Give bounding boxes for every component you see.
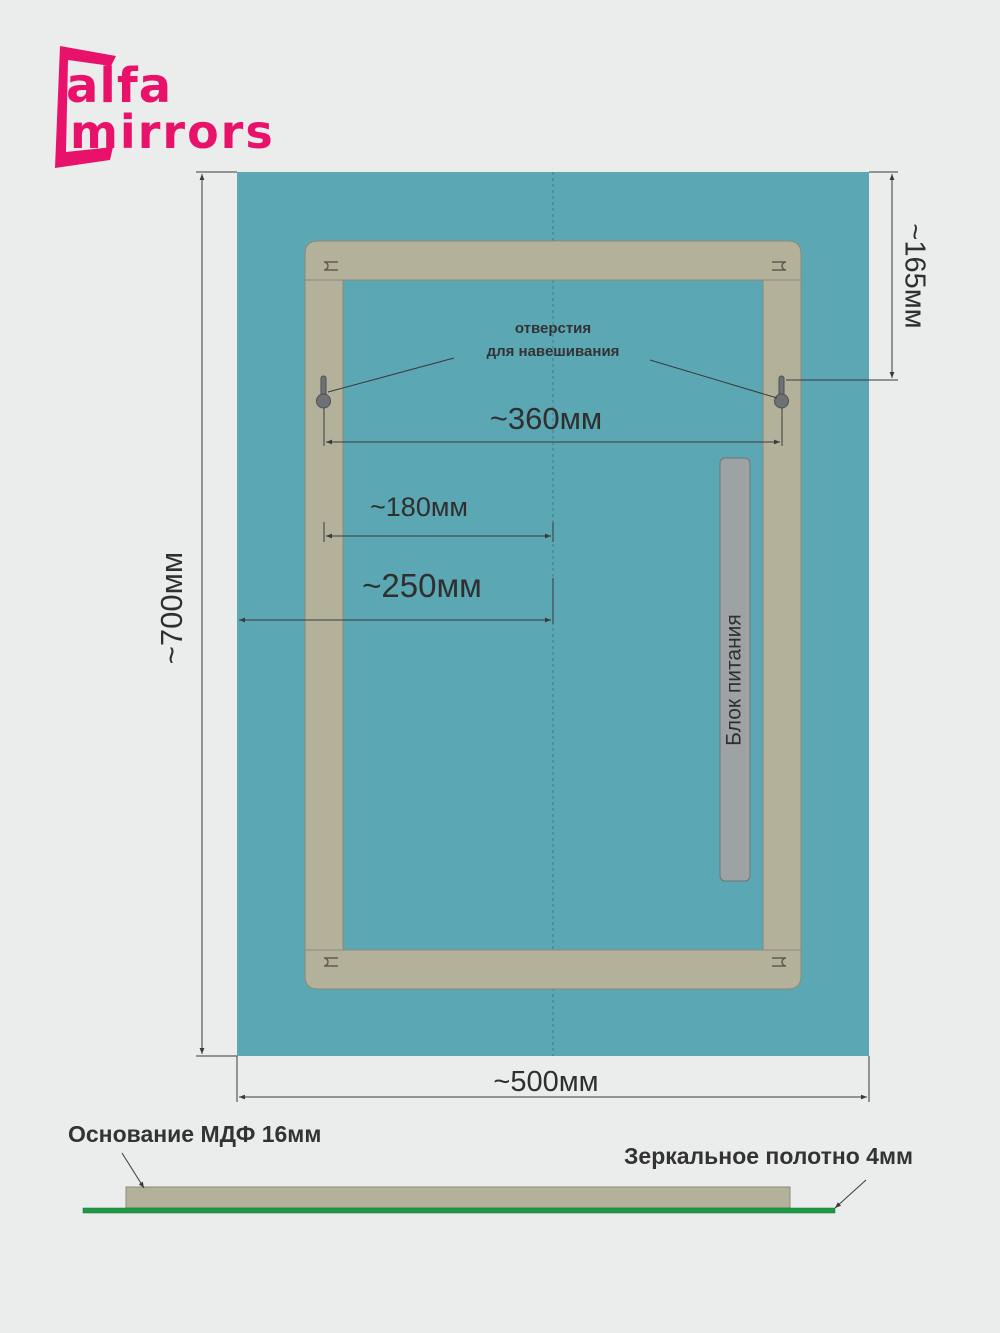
logo-text-mirrors: mirrors (70, 105, 275, 159)
dim-between-holes-label: ~360мм (489, 401, 603, 436)
brand-logo (55, 46, 275, 168)
holes-label-line1: отверстия (514, 320, 592, 337)
power-unit-label: Блок питания (722, 614, 746, 746)
section-mirror-label: Зеркальное полотно 4мм (624, 1143, 913, 1169)
dim-top-to-holes-label: ~165мм (898, 223, 931, 329)
section-mdf-label: Основание МДФ 16мм (68, 1121, 322, 1147)
dim-width-label: ~500мм (493, 1066, 599, 1098)
dim-edge-to-center-label: ~250мм (362, 567, 482, 604)
holes-label-line2: для навешивания (486, 343, 620, 360)
logo-text-alfa: alfa (66, 58, 173, 114)
dim-hole-to-center-label: ~180мм (370, 492, 468, 522)
section-mdf-layer (126, 1187, 790, 1208)
dim-height (196, 172, 237, 1056)
dim-height-label: ~700мм (154, 551, 190, 665)
section-mirror-layer (83, 1208, 835, 1213)
